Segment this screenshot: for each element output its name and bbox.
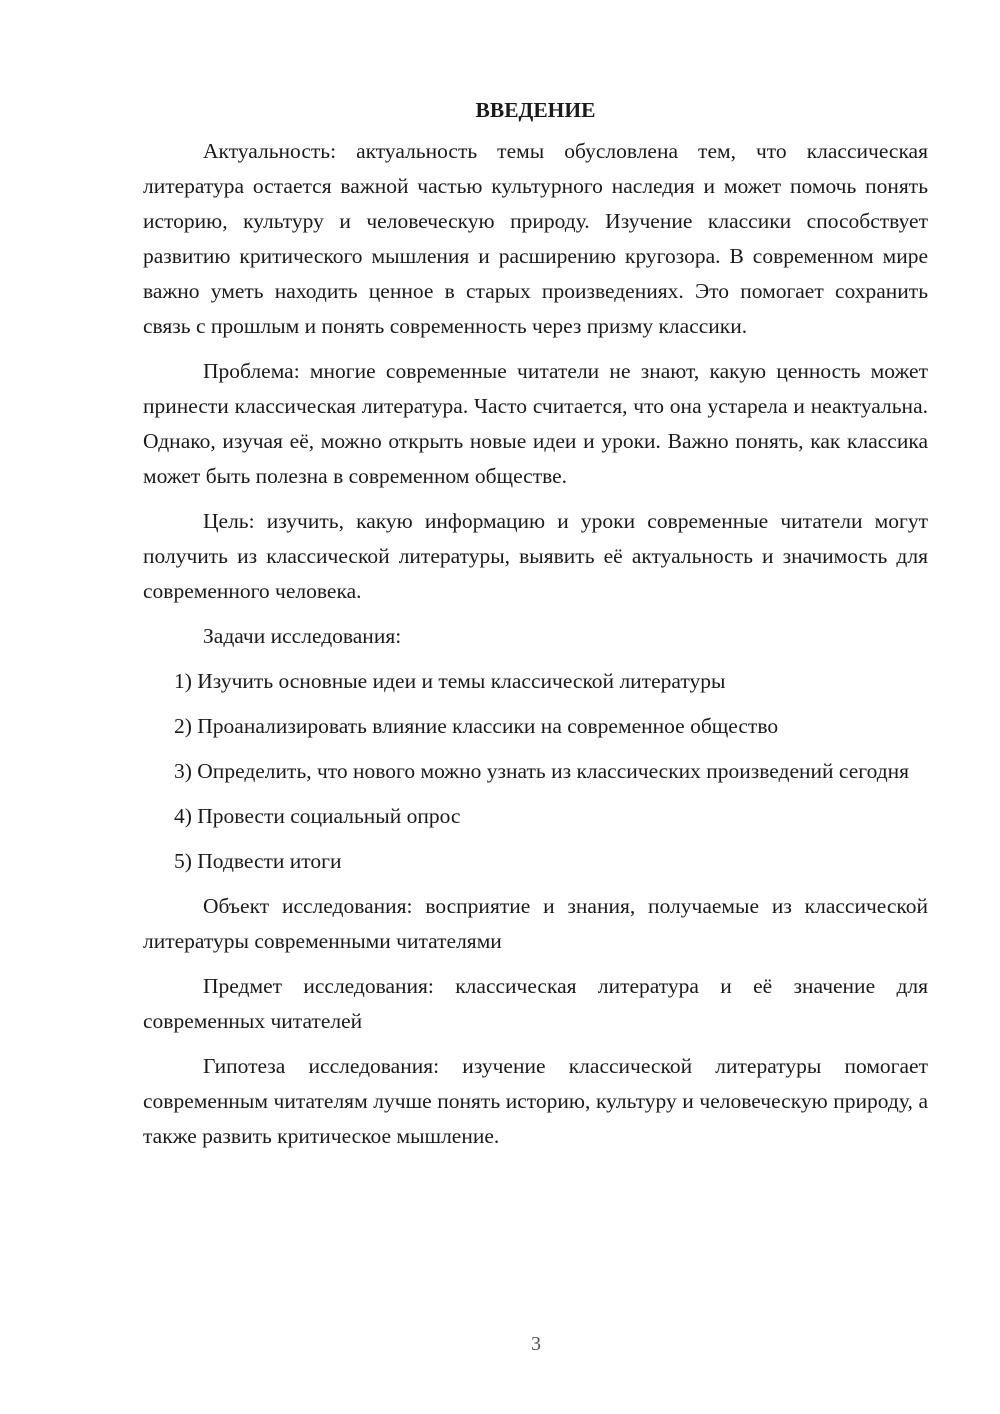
- goal-paragraph: Цель: изучить, какую информацию и уроки современные читатели могут получить из классической литературы, выявить её актуальность и значимость для современного человека.: [143, 509, 928, 603]
- problem-paragraph: Проблема: многие современные читатели не знают, какую ценность может принести классическая литература. Часто считается, что она устарела и неактуальна. Однако, изучая её, можно открыть новые идеи и уроки. Важно понять, как классика может быть полезна в современном обществе.: [143, 359, 928, 488]
- task-item-3: 3) Определить, что нового можно узнать из классических произведений сегодня: [174, 759, 910, 783]
- relevance-paragraph: Актуальность: актуальность темы обусловлена тем, что классическая литература остается важной частью культурного наследия и может помочь понять историю, культуру и человеческую природу. Изучение классики способствует развитию критического мышления и расширению кругозора. В современном мире важно уметь находить ценное в старых произведениях. Это помогает сохранить связь с прошлым и понять современность через призму классики.: [143, 139, 928, 338]
- page-content: [143, 93, 928, 1164]
- page-number: 3: [531, 1333, 541, 1355]
- hypothesis-paragraph: Гипотеза исследования: изучение классической литературы помогает современным читателям лучше понять историю, культуру и человеческую природу, а также развить критическое мышление.: [143, 1054, 928, 1148]
- task-item-2: 2) Проанализировать влияние классики на современное общество: [174, 714, 779, 738]
- subject-paragraph: Предмет исследования: классическая литература и её значение для современных читателей: [143, 974, 928, 1033]
- section-heading: ВВЕДЕНИЕ: [475, 98, 596, 122]
- tasks-title: Задачи исследования:: [203, 624, 402, 648]
- object-paragraph: Объект исследования: восприятие и знания, получаемые из классической литературы современными читателями: [143, 894, 928, 953]
- task-item-1: 1) Изучить основные идеи и темы классической литературы: [174, 669, 726, 693]
- task-item-4: 4) Провести социальный опрос: [174, 804, 461, 828]
- task-item-5: 5) Подвести итоги: [174, 849, 342, 873]
